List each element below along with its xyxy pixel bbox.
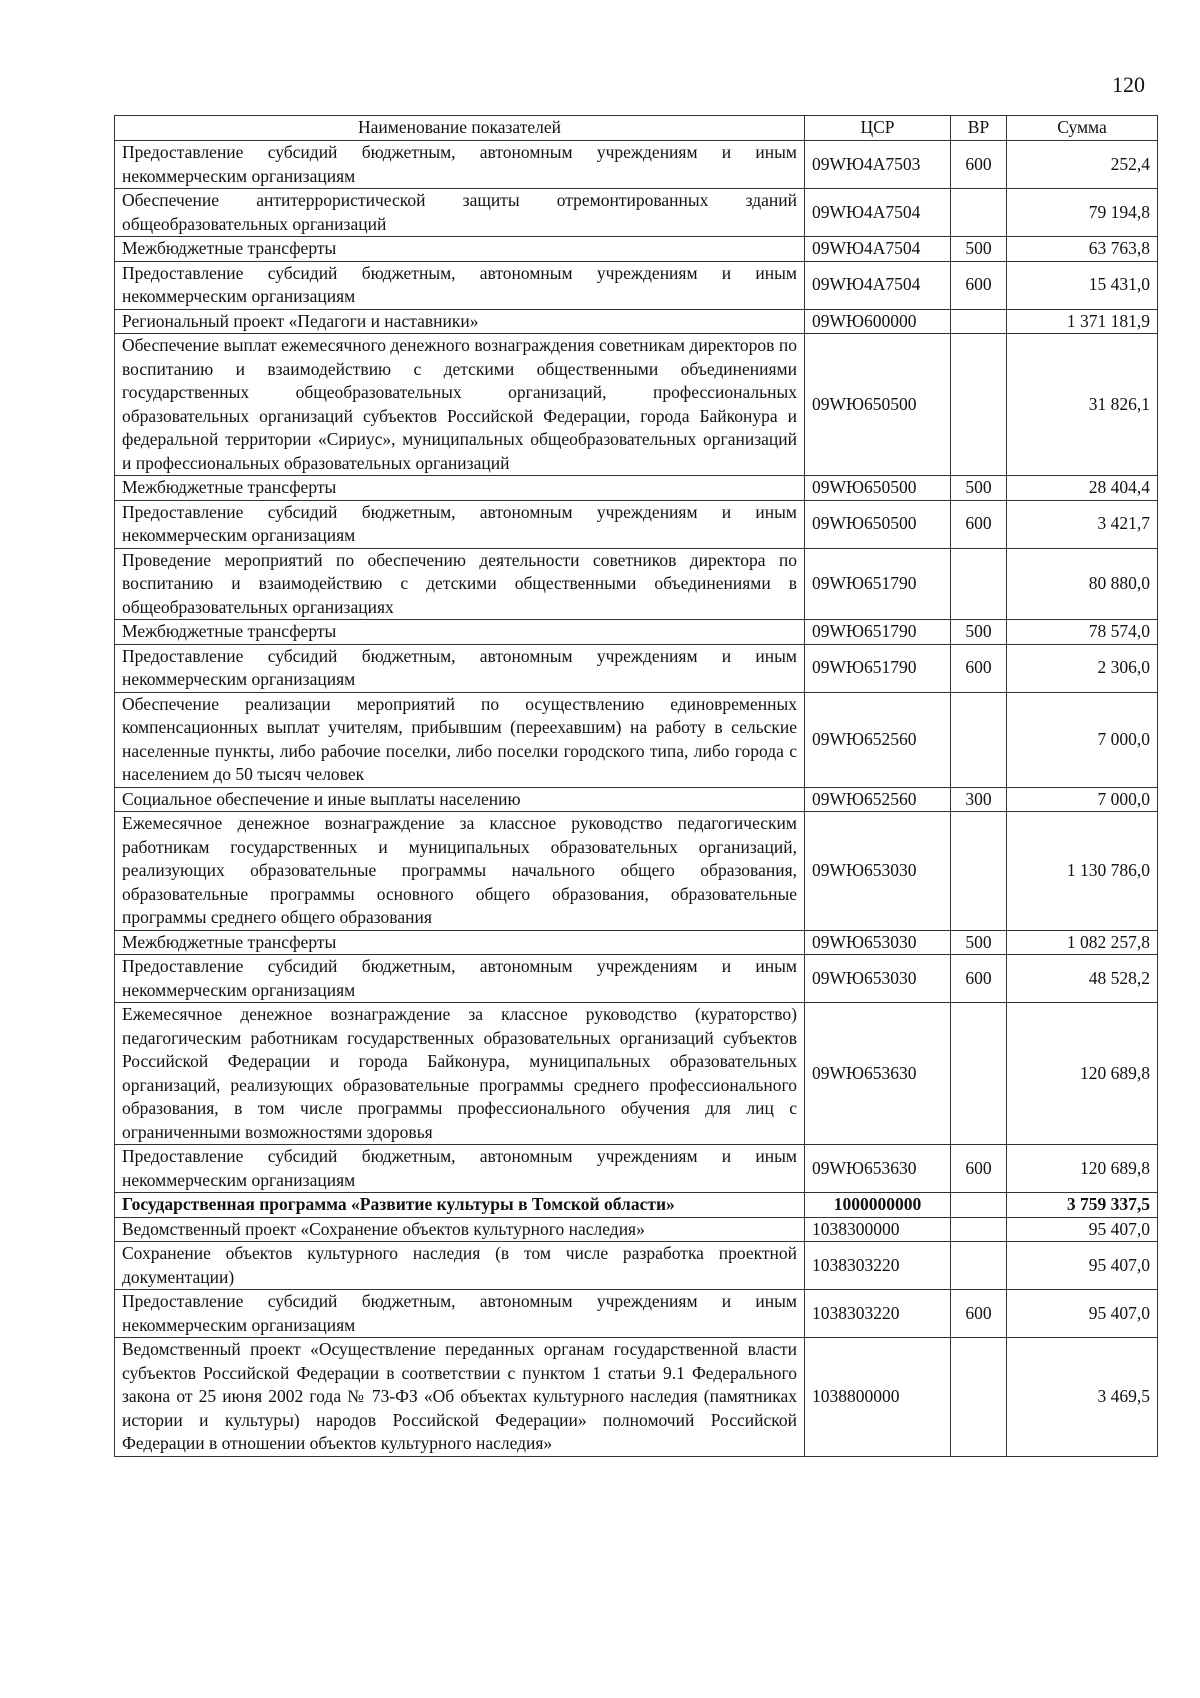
cell-csr: 09WЮ4А7504 (805, 261, 951, 309)
cell-vr: 500 (951, 620, 1007, 645)
cell-name: Предоставление субсидий бюджетным, автономным учреждениям и иным некоммерческим организациям (115, 955, 805, 1003)
cell-vr (951, 1242, 1007, 1290)
table-row (115, 930, 1158, 955)
cell-sum: 1 130 786,0 (1007, 812, 1158, 931)
cell-name: Сохранение объектов культурного наследия (в том числе разработка проектной документации) (115, 1242, 805, 1290)
header-name: Наименование показателей (115, 116, 805, 141)
table-row (115, 476, 1158, 501)
cell-sum: 1 371 181,9 (1007, 309, 1158, 334)
cell-csr: 09WЮ653630 (805, 1145, 951, 1193)
cell-name: Предоставление субсидий бюджетным, автономным учреждениям и иным некоммерческим организациям (115, 261, 805, 309)
table-row (115, 500, 1158, 548)
cell-csr: 09WЮ652560 (805, 692, 951, 787)
cell-csr: 09WЮ600000 (805, 309, 951, 334)
header-csr: ЦСР (805, 116, 951, 141)
cell-sum: 63 763,8 (1007, 237, 1158, 262)
cell-sum: 15 431,0 (1007, 261, 1158, 309)
cell-vr (951, 189, 1007, 237)
table-body (115, 141, 1158, 1457)
cell-vr: 600 (951, 955, 1007, 1003)
cell-vr: 600 (951, 1290, 1007, 1338)
cell-sum: 7 000,0 (1007, 787, 1158, 812)
page-number: 120 (1112, 72, 1145, 97)
header-vr: ВР (951, 116, 1007, 141)
cell-name: Ведомственный проект «Осуществление переданных органам государственной власти субъектов Российской Федерации в соответствии с пунктом 1 статьи 9.1 Федерального закона от 25 июня 2002 года № 73-ФЗ «Об объектах культурного наследия (памятниках истории и культуры) народов Российской Федерации» полномочий Российской Федерации в отношении объектов культурного наследия» (115, 1338, 805, 1457)
cell-vr (951, 548, 1007, 620)
cell-vr: 600 (951, 1145, 1007, 1193)
table-row (115, 644, 1158, 692)
table-row (115, 1242, 1158, 1290)
cell-name: Ежемесячное денежное вознаграждение за классное руководство педагогическим работникам государственных и муниципальных образовательных организаций, реализующих образовательные программы начального общего образования, образовательные программы основного общего образования, образовательные программы среднего общего образования (115, 812, 805, 931)
cell-csr: 09WЮ650500 (805, 500, 951, 548)
cell-name: Межбюджетные трансферты (115, 930, 805, 955)
cell-name: Предоставление субсидий бюджетным, автономным учреждениям и иным некоммерческим организациям (115, 1145, 805, 1193)
table-row (115, 787, 1158, 812)
header-sum: Сумма (1007, 116, 1158, 141)
cell-name: Обеспечение реализации мероприятий по осуществлению единовременных компенсационных выплат учителям, прибывшим (переехавшим) на работу в сельские населенные пункты, либо рабочие поселки, либо поселки городского типа, либо города с населением до 50 тысяч человек (115, 692, 805, 787)
cell-vr (951, 812, 1007, 931)
table-row (115, 692, 1158, 787)
cell-vr: 600 (951, 500, 1007, 548)
cell-vr: 500 (951, 237, 1007, 262)
table-row (115, 1338, 1158, 1457)
cell-sum: 1 082 257,8 (1007, 930, 1158, 955)
cell-sum: 2 306,0 (1007, 644, 1158, 692)
table-row (115, 189, 1158, 237)
cell-csr: 09WЮ653030 (805, 812, 951, 931)
table-row (115, 141, 1158, 189)
cell-sum: 80 880,0 (1007, 548, 1158, 620)
cell-name: Предоставление субсидий бюджетным, автономным учреждениям и иным некоммерческим организациям (115, 644, 805, 692)
cell-csr: 09WЮ650500 (805, 334, 951, 476)
table-row (115, 812, 1158, 931)
cell-vr: 300 (951, 787, 1007, 812)
table-row (115, 334, 1158, 476)
table-row (115, 955, 1158, 1003)
cell-sum: 252,4 (1007, 141, 1158, 189)
cell-sum: 95 407,0 (1007, 1242, 1158, 1290)
cell-name: Ежемесячное денежное вознаграждение за классное руководство (кураторство) педагогическим работникам государственных образовательных организаций субъектов Российской Федерации и города Байконура, муниципальных образовательных организаций, реализующих образовательные программы среднего профессионального образования, в том числе программы профессионального обучения для лиц с ограниченными возможностями здоровья (115, 1003, 805, 1145)
cell-csr: 09WЮ4А7503 (805, 141, 951, 189)
cell-vr (951, 1338, 1007, 1457)
table-row (115, 1003, 1158, 1145)
cell-sum: 95 407,0 (1007, 1290, 1158, 1338)
cell-csr: 09WЮ651790 (805, 548, 951, 620)
cell-sum: 120 689,8 (1007, 1145, 1158, 1193)
cell-vr (951, 334, 1007, 476)
cell-sum: 3 469,5 (1007, 1338, 1158, 1457)
table-row (115, 261, 1158, 309)
table-header (115, 116, 1158, 141)
cell-vr: 500 (951, 476, 1007, 501)
cell-vr (951, 1003, 1007, 1145)
table-row (115, 309, 1158, 334)
cell-name: Межбюджетные трансферты (115, 620, 805, 645)
cell-sum: 78 574,0 (1007, 620, 1158, 645)
cell-csr: 09WЮ653030 (805, 955, 951, 1003)
cell-vr (951, 1217, 1007, 1242)
cell-name: Ведомственный проект «Сохранение объектов культурного наследия» (115, 1217, 805, 1242)
cell-name: Межбюджетные трансферты (115, 476, 805, 501)
cell-vr (951, 1193, 1007, 1218)
cell-csr: 1000000000 (805, 1193, 951, 1218)
cell-sum: 79 194,8 (1007, 189, 1158, 237)
cell-vr (951, 692, 1007, 787)
cell-sum: 3 421,7 (1007, 500, 1158, 548)
table-row (115, 1145, 1158, 1193)
cell-csr: 09WЮ652560 (805, 787, 951, 812)
cell-name: Обеспечение антитеррористической защиты отремонтированных зданий общеобразовательных организаций (115, 189, 805, 237)
cell-csr: 1038800000 (805, 1338, 951, 1457)
cell-vr: 600 (951, 644, 1007, 692)
cell-vr (951, 309, 1007, 334)
cell-vr: 500 (951, 930, 1007, 955)
cell-vr: 600 (951, 261, 1007, 309)
cell-name: Социальное обеспечение и иные выплаты населению (115, 787, 805, 812)
table-row (115, 620, 1158, 645)
cell-sum: 3 759 337,5 (1007, 1193, 1158, 1218)
cell-csr: 09WЮ651790 (805, 644, 951, 692)
cell-sum: 31 826,1 (1007, 334, 1158, 476)
cell-csr: 09WЮ4А7504 (805, 189, 951, 237)
cell-name: Предоставление субсидий бюджетным, автономным учреждениям и иным некоммерческим организациям (115, 1290, 805, 1338)
cell-vr: 600 (951, 141, 1007, 189)
cell-csr: 1038303220 (805, 1290, 951, 1338)
cell-name: Предоставление субсидий бюджетным, автономным учреждениям и иным некоммерческим организациям (115, 141, 805, 189)
cell-name: Обеспечение выплат ежемесячного денежного вознаграждения советникам директоров по воспитанию и взаимодействию с детскими общественными объединениями государственных общеобразовательных организаций, профессиональных образовательных организаций субъектов Российской Федерации, города Байконура и федеральной территории «Сириус», муниципальных общеобразовательных организаций и профессиональных образовательных организаций (115, 334, 805, 476)
table-row (115, 237, 1158, 262)
cell-name: Предоставление субсидий бюджетным, автономным учреждениям и иным некоммерческим организациям (115, 500, 805, 548)
cell-csr: 1038303220 (805, 1242, 951, 1290)
cell-sum: 7 000,0 (1007, 692, 1158, 787)
cell-name: Государственная программа «Развитие культуры в Томской области» (115, 1193, 805, 1218)
table-row (115, 1193, 1158, 1218)
cell-csr: 09WЮ651790 (805, 620, 951, 645)
cell-sum: 120 689,8 (1007, 1003, 1158, 1145)
table-row (115, 1217, 1158, 1242)
cell-csr: 09WЮ4А7504 (805, 237, 951, 262)
table-row (115, 548, 1158, 620)
table-row (115, 1290, 1158, 1338)
cell-csr: 09WЮ650500 (805, 476, 951, 501)
cell-csr: 09WЮ653030 (805, 930, 951, 955)
cell-csr: 09WЮ653630 (805, 1003, 951, 1145)
cell-sum: 48 528,2 (1007, 955, 1158, 1003)
cell-name: Региональный проект «Педагоги и наставники» (115, 309, 805, 334)
budget-table (114, 115, 1158, 1457)
cell-csr: 1038300000 (805, 1217, 951, 1242)
cell-sum: 28 404,4 (1007, 476, 1158, 501)
cell-sum: 95 407,0 (1007, 1217, 1158, 1242)
cell-name: Межбюджетные трансферты (115, 237, 805, 262)
cell-name: Проведение мероприятий по обеспечению деятельности советников директора по воспитанию и взаимодействию с детскими общественными объединениями в общеобразовательных организациях (115, 548, 805, 620)
